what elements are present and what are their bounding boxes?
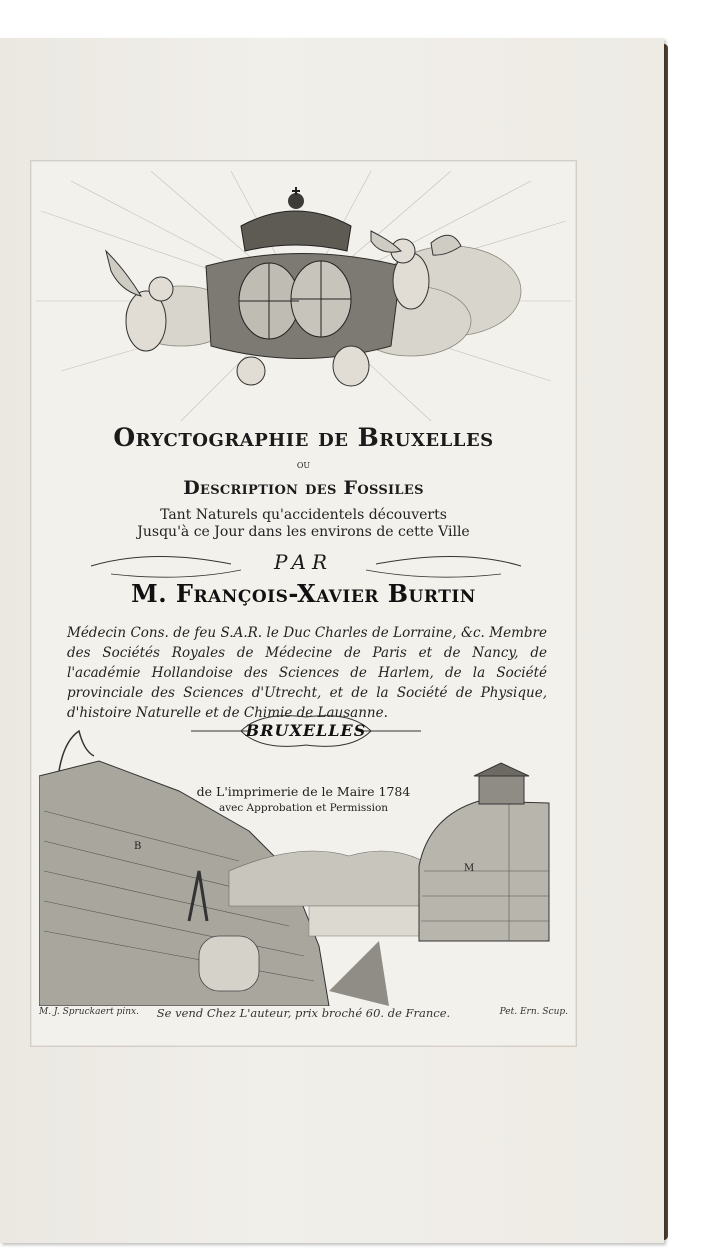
title-main: Oryctographie de Bruxelles bbox=[113, 423, 494, 452]
landscape-engraving bbox=[39, 721, 569, 1006]
landscape-label-m: M bbox=[464, 863, 475, 874]
author-credentials: Médecin Cons. de feu S.A.R. le Duc Charles de Lorraine, &c. Membre des Sociétés Royales de Médecine de Paris et de Nancy, de l'académie Hollandoise des Sciences de Harlem, de la Société provinciale des Sciences d'Utrecht, et de la Société de Physique, d'histoire Naturelle et de Chimie de Lausanne. bbox=[67, 625, 547, 721]
place-cartouche bbox=[181, 709, 431, 753]
imprint bbox=[31, 784, 576, 816]
engraver-credit-left: M. J. Spruckaert pinx. bbox=[39, 1007, 139, 1017]
author-name: M. François-Xavier Burtin bbox=[131, 579, 476, 608]
engraver-credit-right: Pet. Ern. Scup. bbox=[499, 1007, 568, 1017]
imprint-printer: de L'imprimerie de le Maire 1784 bbox=[196, 784, 411, 799]
par-label: PAR bbox=[273, 550, 334, 574]
sale-note: Se vend Chez L'auteur, prix broché 60. de France. bbox=[156, 1006, 451, 1020]
subtitle-line-1: Tant Naturels qu'accidentels découverts bbox=[160, 507, 447, 523]
landscape-label-b: B bbox=[134, 841, 142, 852]
place-label: BRUXELLES bbox=[245, 721, 367, 740]
title-conjunction: ou bbox=[296, 457, 311, 471]
subtitle bbox=[31, 507, 576, 541]
plate-footer bbox=[39, 1007, 568, 1021]
par-flourish bbox=[31, 546, 576, 582]
coat-of-arms-with-cherubs-illustration bbox=[31, 171, 576, 431]
subtitle-line-2: Jusqu'à ce Jour dans les environs de cette Ville bbox=[137, 524, 470, 540]
imprint-approval: avec Approbation et Permission bbox=[218, 802, 389, 814]
title-secondary: Description des Fossiles bbox=[183, 477, 424, 499]
engraved-title-plate bbox=[30, 160, 577, 1047]
